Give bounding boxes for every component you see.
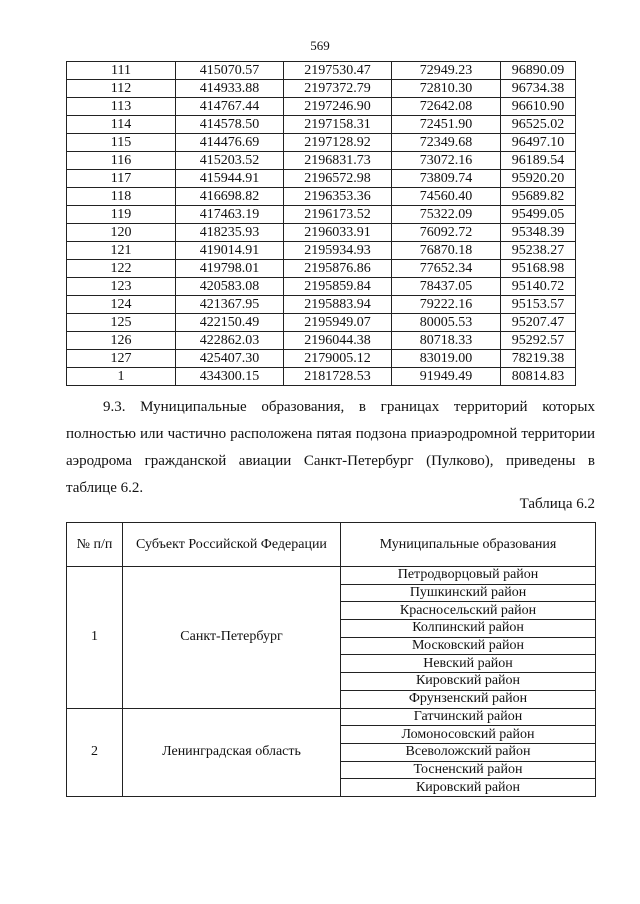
table-cell: 425407.30 [176,350,284,368]
municipal-table [66,522,596,797]
paragraph-line: таблице 6.2. [66,480,144,496]
table-cell: 113 [67,98,176,116]
table-cell: 73072.16 [392,152,501,170]
paragraph-line: аэродрома гражданской авиации Санкт-Петербург (Пулково), приведены в [66,453,595,469]
table-cell: 114 [67,116,176,134]
table-cell: 95168.98 [501,260,576,278]
table-cell: 415203.52 [176,152,284,170]
table-cell: 95207.47 [501,314,576,332]
table-cell: 83019.00 [392,350,501,368]
table-cell: 126 [67,332,176,350]
table-cell: 91949.49 [392,368,501,386]
table-cell: 2196572.98 [284,170,392,188]
table-cell: 2196033.91 [284,224,392,242]
table-cell: 95238.27 [501,242,576,260]
table-cell: 95292.57 [501,332,576,350]
table-cell: 2195949.07 [284,314,392,332]
table-row [67,152,576,170]
table-cell: 80005.53 [392,314,501,332]
table-cell: 419014.91 [176,242,284,260]
table-cell: 74560.40 [392,188,501,206]
district-cell: Тосненский район [341,761,596,779]
district-cell: Всеволожский район [341,743,596,761]
table-cell: 421367.95 [176,296,284,314]
table-row [67,260,576,278]
header-number: № п/п [67,523,123,567]
table-cell: 95140.72 [501,278,576,296]
table-cell: 420583.08 [176,278,284,296]
district-cell: Московский район [341,637,596,655]
table-cell: 112 [67,80,176,98]
table-cell: 77652.34 [392,260,501,278]
table-row [67,116,576,134]
district-cell: Невский район [341,655,596,673]
municipal-table-header-row [67,523,596,567]
district-cell: Кировский район [341,779,596,797]
table-cell: 120 [67,224,176,242]
table-cell: 415070.57 [176,62,284,80]
table-cell: 124 [67,296,176,314]
table-cell: 2196044.38 [284,332,392,350]
table-row [67,80,576,98]
table-row [67,708,596,726]
group-number: 2 [67,708,123,796]
table-cell: 2179005.12 [284,350,392,368]
header-municipalities: Муниципальные образования [341,523,596,567]
table-row [67,332,576,350]
table-cell: 78437.05 [392,278,501,296]
table-row [67,188,576,206]
table-cell: 119 [67,206,176,224]
table-cell: 415944.91 [176,170,284,188]
table-cell: 419798.01 [176,260,284,278]
header-subject: Субъект Российской Федерации [123,523,341,567]
district-cell: Петродворцовый район [341,567,596,585]
table-cell: 72642.08 [392,98,501,116]
table-cell: 95348.39 [501,224,576,242]
table-cell: 2197372.79 [284,80,392,98]
table-cell: 75322.09 [392,206,501,224]
table-cell: 414767.44 [176,98,284,116]
district-cell: Ломоносовский район [341,726,596,744]
table-cell: 2196831.73 [284,152,392,170]
table-cell: 80814.83 [501,368,576,386]
table-row [67,62,576,80]
group-number: 1 [67,567,123,709]
table-row [67,98,576,116]
table-cell: 95499.05 [501,206,576,224]
table-cell: 127 [67,350,176,368]
table-cell: 2181728.53 [284,368,392,386]
table-cell: 2195859.84 [284,278,392,296]
table-cell: 422862.03 [176,332,284,350]
table-cell: 96610.90 [501,98,576,116]
table-cell: 79222.16 [392,296,501,314]
table-cell: 2197128.92 [284,134,392,152]
table-cell: 72949.23 [392,62,501,80]
table-caption: Таблица 6.2 [519,496,595,512]
district-cell: Пушкинский район [341,584,596,602]
district-cell: Колпинский район [341,620,596,638]
table-cell: 117 [67,170,176,188]
table-cell: 72349.68 [392,134,501,152]
page-number: 569 [310,38,330,53]
table-cell: 2195934.93 [284,242,392,260]
table-cell: 96525.02 [501,116,576,134]
district-cell: Гатчинский район [341,708,596,726]
district-cell: Кировский район [341,673,596,691]
table-cell: 2197530.47 [284,62,392,80]
table-row [67,296,576,314]
table-cell: 96734.38 [501,80,576,98]
table-cell: 96189.54 [501,152,576,170]
table-cell: 418235.93 [176,224,284,242]
municipal-table-body [67,567,596,797]
table-cell: 76092.72 [392,224,501,242]
table-cell: 434300.15 [176,368,284,386]
table-cell: 414578.50 [176,116,284,134]
table-cell: 95689.82 [501,188,576,206]
table-cell: 78219.38 [501,350,576,368]
group-subject: Ленинградская область [123,708,341,796]
table-cell: 1 [67,368,176,386]
table-cell: 414476.69 [176,134,284,152]
table-row [67,314,576,332]
table-row [67,224,576,242]
table-cell: 123 [67,278,176,296]
coordinates-table-body [67,62,576,386]
table-row [67,350,576,368]
table-cell: 118 [67,188,176,206]
coordinates-table [66,61,576,386]
table-row [67,278,576,296]
table-cell: 111 [67,62,176,80]
district-cell: Фрунзенский район [341,690,596,708]
table-row [67,134,576,152]
paragraph-line: 9.3. Муниципальные образования, в границах территорий которых [103,399,595,415]
table-cell: 95153.57 [501,296,576,314]
table-cell: 72451.90 [392,116,501,134]
table-cell: 73809.74 [392,170,501,188]
table-cell: 417463.19 [176,206,284,224]
paragraph [66,394,595,502]
table-cell: 72810.30 [392,80,501,98]
table-cell: 96497.10 [501,134,576,152]
table-cell: 416698.82 [176,188,284,206]
table-cell: 2196353.36 [284,188,392,206]
table-cell: 76870.18 [392,242,501,260]
table-cell: 422150.49 [176,314,284,332]
group-subject: Санкт-Петербург [123,567,341,709]
table-row [67,206,576,224]
table-row [67,368,576,386]
table-cell: 122 [67,260,176,278]
table-cell: 80718.33 [392,332,501,350]
table-cell: 95920.20 [501,170,576,188]
table-cell: 2195883.94 [284,296,392,314]
table-cell: 125 [67,314,176,332]
table-cell: 116 [67,152,176,170]
table-cell: 2197246.90 [284,98,392,116]
table-cell: 96890.09 [501,62,576,80]
paragraph-line: полностью или частично расположена пятая подзона приаэродромной территории [66,426,595,442]
table-cell: 414933.88 [176,80,284,98]
table-cell: 2195876.86 [284,260,392,278]
table-row [67,242,576,260]
table-cell: 2196173.52 [284,206,392,224]
district-cell: Красносельский район [341,602,596,620]
table-row [67,567,596,585]
table-row [67,170,576,188]
table-cell: 115 [67,134,176,152]
table-cell: 121 [67,242,176,260]
table-cell: 2197158.31 [284,116,392,134]
